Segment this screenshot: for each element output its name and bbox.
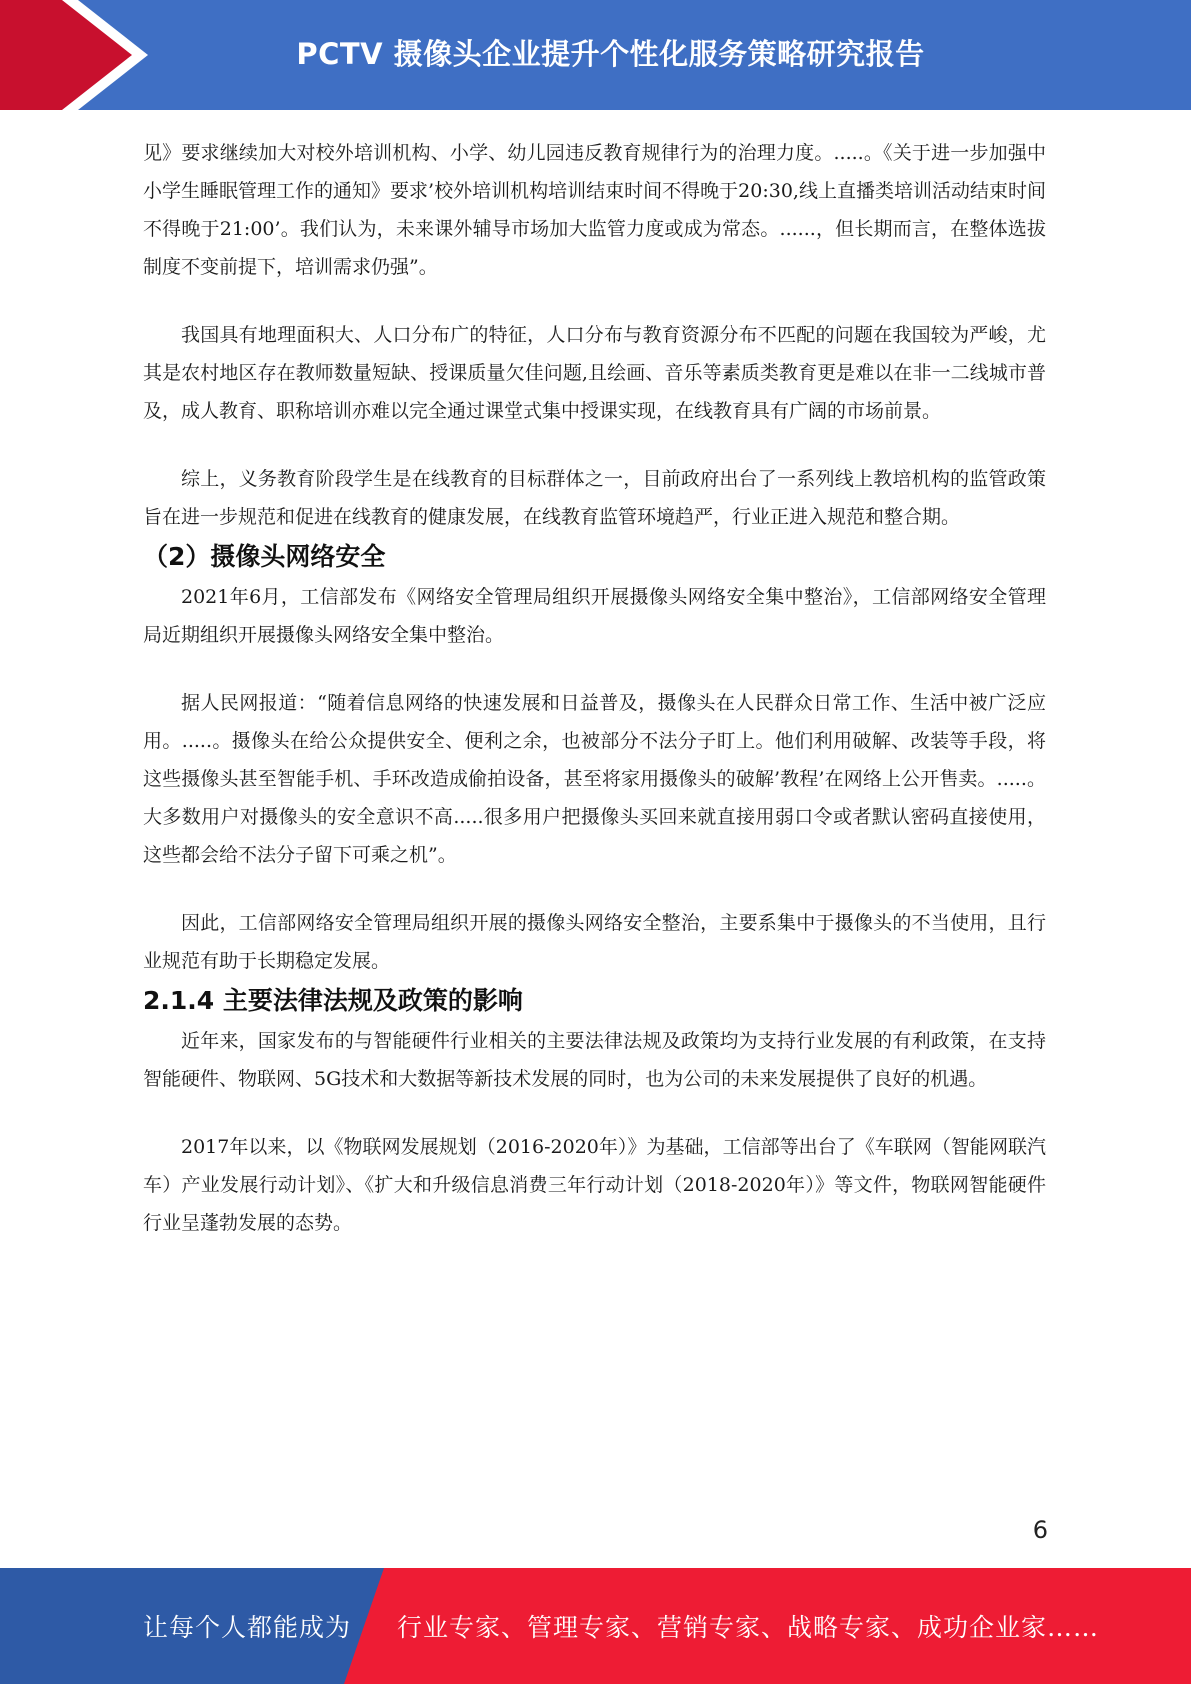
footer-slogan-right: 行业专家、管理专家、营销专家、战略专家、成功企业家……	[397, 1613, 1100, 1642]
heading-camera-network-security: （2）摄像头网络安全	[143, 542, 386, 571]
page-footer	[0, 1568, 1191, 1684]
paragraph-iot-plans: 2017年以来，以《物联网发展规划（2016-2020年）》为基础，工信部等出台了《车联网（智能网联汽车）产业发展行动计划》、《扩大和升级信息消费三年行动计划（2018-2020年）》等文件，物联网智能硬件行业呈蓬勃发展的态势。	[143, 1136, 1046, 1234]
paragraph-smart-hardware-policy: 近年来，国家发布的与智能硬件行业相关的主要法律法规及政策均为支持行业发展的有利政策，在支持智能硬件、物联网、5G技术和大数据等新技术发展的同时，也为公司的未来发展提供了良好的机遇。	[143, 1030, 1046, 1090]
paragraph-peoples-daily-quote: 据人民网报道：“随着信息网络的快速发展和日益普及，摄像头在人民群众日常工作、生活中被广泛应用。.....。摄像头在给公众提供安全、便利之余，也被部分不法分子盯上。他们利用破解、改装等手段，将这些摄像头甚至智能手机、手环改造成偷拍设备，甚至将家用摄像头的破解’教程’在网络上公开售卖。.....。大多数用户对摄像头的安全意识不高.....很多用户把摄像头买回来就直接用弱口令或者默认密码直接使用，这些都会给不法分子留下可乘之机”。	[143, 692, 1046, 866]
heading-section-2-1-4: 2.1.4 主要法律法规及政策的影响	[143, 986, 523, 1015]
document-body	[143, 134, 1046, 1242]
report-title: PCTV 摄像头企业提升个性化服务策略研究报告	[296, 36, 925, 71]
paragraph-online-education-summary: 综上，义务教育阶段学生是在线教育的目标群体之一，目前政府出台了一系列线上教培机构的监管政策旨在进一步规范和促进在线教育的健康发展，在线教育监管环境趋严，行业正进入规范和整合期。	[143, 468, 1046, 528]
page-number: 6	[1032, 1516, 1048, 1544]
paragraph-education-resources: 我国具有地理面积大、人口分布广的特征，人口分布与教育资源分布不匹配的问题在我国较为严峻，尤其是农村地区存在教师数量短缺、授课质量欠佳问题,且绘画、音乐等素质类教育更是难以在非一二线城市普及，成人教育、职称培训亦难以完全通过课堂式集中授课实现，在线教育具有广阔的市场前景。	[143, 324, 1046, 422]
paragraph-security-conclusion: 因此，工信部网络安全管理局组织开展的摄像头网络安全整治，主要系集中于摄像头的不当使用，且行业规范有助于长期稳定发展。	[143, 912, 1046, 972]
footer-slogan-left: 让每个人都能成为	[143, 1613, 352, 1642]
paragraph-miit-notice: 2021年6月，工信部发布《网络安全管理局组织开展摄像头网络安全集中整治》，工信部网络安全管理局近期组织开展摄像头网络安全集中整治。	[143, 586, 1046, 646]
paragraph-policy-quote: 见》要求继续加大对校外培训机构、小学、幼儿园违反教育规律行为的治理力度。.....。《关于进一步加强中小学生睡眠管理工作的通知》要求’校外培训机构培训结束时间不得晚于20:30,线上直播类培训活动结束时间不得晚于21:00’。我们认为，未来课外辅导市场加大监管力度或成为常态。......，但长期而言，在整体选拔制度不变前提下，培训需求仍强”。	[143, 142, 1046, 278]
page-header	[0, 0, 1191, 110]
